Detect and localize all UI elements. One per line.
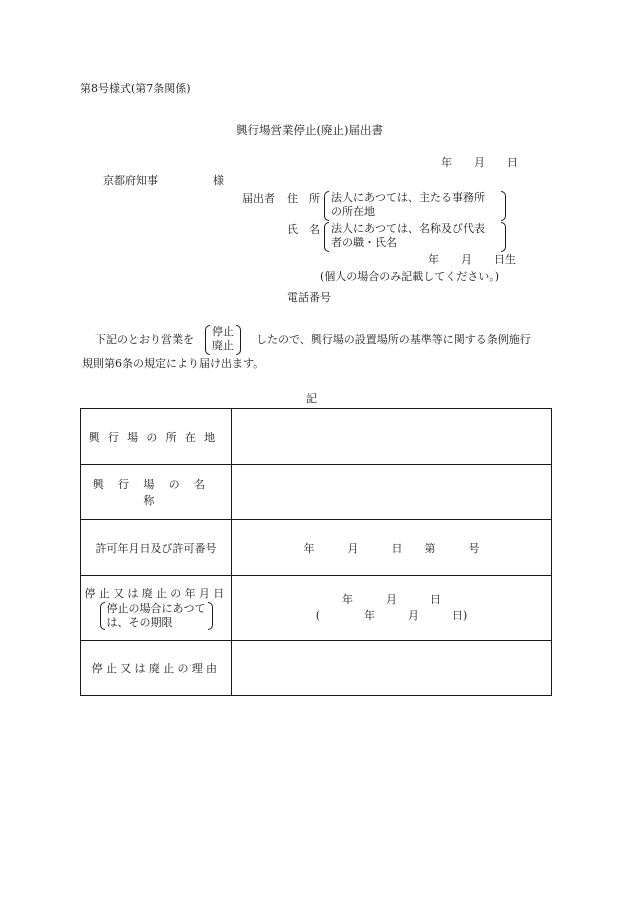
table-row	[81, 409, 552, 465]
notifier-label: 届出者	[242, 192, 275, 205]
address-note-bracket-right	[501, 191, 506, 221]
row-label-date: 停止又は廃止の年月日	[84, 587, 228, 600]
form-table	[80, 408, 552, 696]
ki-heading: 記	[306, 392, 317, 405]
table-row	[81, 520, 552, 576]
table-row	[81, 576, 552, 641]
date-field[interactable]	[232, 576, 552, 641]
name-note-bracket-right	[501, 222, 506, 252]
birth-note: (個人の場合のみ記載してください。)	[320, 270, 500, 283]
name-note: 法人にあつては、名称及び代表 者の職・氏名	[331, 222, 485, 249]
body-options	[212, 325, 234, 353]
address-note-bracket-left	[324, 191, 329, 221]
submission-date: 年 月 日	[441, 156, 518, 169]
address-note: 法人にあつては、主たる事務所 の所在地	[331, 191, 485, 218]
row-label-name: 興行場の名称	[92, 478, 220, 507]
row-label-location: 興行場の所在地	[88, 430, 224, 444]
location-field[interactable]	[232, 409, 552, 465]
address-label: 住 所	[287, 192, 320, 205]
birth-date: 年 月 日生	[428, 253, 516, 266]
body-suffix: したので、興行場の設置場所の基準等に関する条例施行	[256, 333, 531, 346]
body-option-bracket-right	[236, 325, 241, 355]
date-value: 年 月 日	[342, 593, 441, 606]
document-title: 興行場営業停止(廃止)届出書	[236, 123, 383, 137]
option-suspend: 停止	[212, 325, 234, 338]
permit-field[interactable]	[232, 520, 552, 576]
permit-value: 年 月 日 第 号	[303, 541, 480, 555]
name-field[interactable]	[232, 465, 552, 520]
row-label-permit: 許可年月日及び許可番号	[95, 541, 217, 555]
name-label: 氏 名	[287, 223, 320, 236]
phone-label: 電話番号	[287, 291, 331, 304]
addressee: 京都府知事 様	[103, 174, 224, 187]
form-number: 第8号様式(第7条関係)	[80, 82, 191, 95]
row4-note: 停止の場合にあつて は、その期限	[100, 602, 213, 630]
table-row	[81, 641, 552, 696]
row-label-reason: 停止又は廃止の理由	[91, 662, 221, 675]
deadline-value: ( 年 月 日)	[315, 609, 468, 622]
option-abolish: 廃止	[212, 339, 234, 352]
body-prefix: 下記のとおり営業を	[95, 333, 194, 346]
reason-field[interactable]	[232, 641, 552, 696]
name-note-bracket-left	[324, 222, 329, 252]
body-line2: 規則第6条の規定により届け出ます。	[82, 357, 265, 370]
body-option-bracket-left	[205, 325, 210, 355]
table-row	[81, 465, 552, 520]
